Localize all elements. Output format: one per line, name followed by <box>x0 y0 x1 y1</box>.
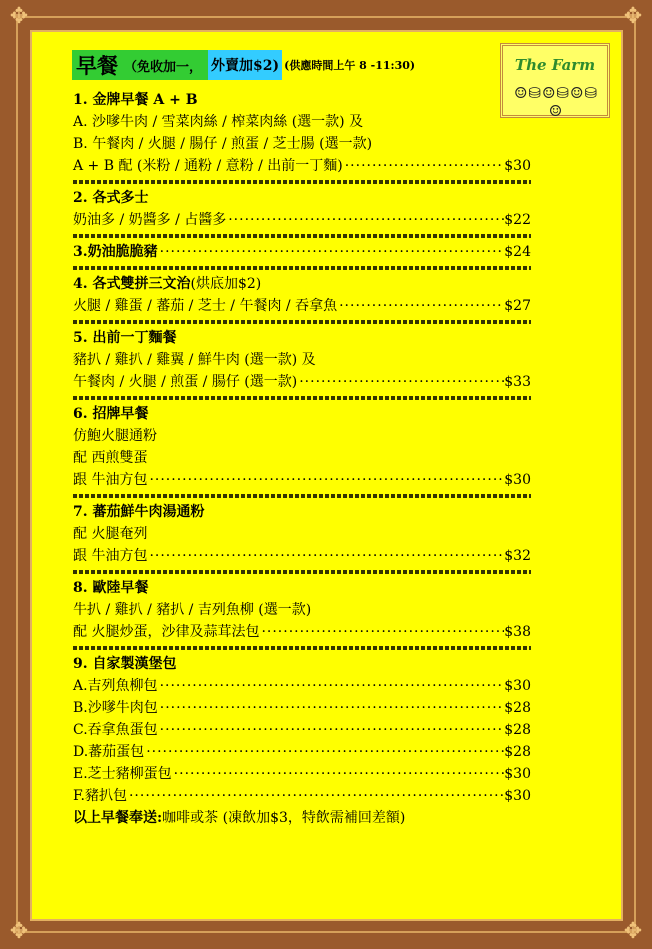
item-text: 豬扒 / 雞扒 / 雞翼 / 鮮牛肉 (選一款) 及 <box>73 352 316 368</box>
section-heading <box>73 501 531 523</box>
divider-line <box>73 396 531 400</box>
item-price: $30 <box>504 158 531 174</box>
menu-item-line <box>73 719 531 741</box>
footer-text: 咖啡或茶 (凍飲加$3，特飲需補回差額) <box>162 810 406 826</box>
divider-line <box>73 180 531 184</box>
title-block <box>72 50 208 80</box>
item-text: 奶油多 / 奶醬多 / 占醬多 <box>73 212 227 228</box>
divider-line <box>73 320 531 324</box>
item-price: $33 <box>504 374 531 390</box>
menu-item-line <box>73 133 531 155</box>
menu-item-line <box>73 295 531 317</box>
dotted-leader <box>147 545 504 567</box>
divider-line <box>73 646 531 650</box>
item-price: $30 <box>504 472 531 488</box>
item-text: A.吉列魚柳包 <box>73 678 158 694</box>
dotted-leader <box>259 621 504 643</box>
item-text: 配 火腿炒蛋，沙律及蒜茸法包 <box>73 624 260 640</box>
menu-item-line <box>73 763 531 785</box>
dotted-leader <box>158 675 505 697</box>
section-divider <box>73 567 531 577</box>
corner-ornament-icon: ✥ <box>623 919 643 944</box>
menu-item-line <box>73 447 531 469</box>
item-text: 午餐肉 / 火腿 / 煎蛋 / 腸仔 (選一款) <box>73 374 298 390</box>
page-title: 早餐 <box>76 53 118 78</box>
item-text: A. 沙嗲牛肉 / 雪菜肉絲 / 榨菜肉絲 (選一款) 及 <box>73 114 364 130</box>
item-note: (烘底加$2) <box>190 276 262 292</box>
item-text: C.吞拿魚蛋包 <box>73 722 158 738</box>
dotted-leader <box>158 697 505 719</box>
footer-note <box>73 807 531 829</box>
menu-item-line <box>73 371 531 393</box>
takeaway-note: 外賣加$2) <box>208 50 282 80</box>
section-heading <box>73 241 531 263</box>
section-title: 1. 金牌早餐 A + B <box>73 92 198 108</box>
item-text: 跟 牛油方包 <box>73 472 148 488</box>
item-text: 火腿 / 雞蛋 / 蕃茄 / 芝士 / 午餐肉 / 吞拿魚 <box>73 298 338 314</box>
section-divider <box>73 231 531 241</box>
item-price: $22 <box>504 212 531 228</box>
corner-ornament-icon: ✥ <box>623 4 643 29</box>
section-heading <box>73 403 531 425</box>
item-text: 牛扒 / 雞扒 / 豬扒 / 吉列魚柳 (選一款) <box>73 602 312 618</box>
section-title: 5. 出前一丁麵餐 <box>73 330 177 346</box>
divider-line <box>73 234 531 238</box>
item-price: $30 <box>504 788 531 804</box>
section-divider <box>73 491 531 501</box>
menu-item-line <box>73 469 531 491</box>
item-price: $32 <box>504 548 531 564</box>
menu-item-line <box>73 349 531 371</box>
section-heading <box>73 89 531 111</box>
dotted-leader <box>158 719 505 741</box>
section-divider <box>73 393 531 403</box>
item-price: $28 <box>504 722 531 738</box>
item-text: D.蕃茄蛋包 <box>73 744 145 760</box>
dotted-leader <box>144 741 504 763</box>
logo-text: The Farm <box>514 56 596 74</box>
corner-ornament-icon: ✥ <box>9 919 29 944</box>
menu-item-line <box>73 155 531 177</box>
footer-label: 以上早餐奉送: <box>73 810 163 826</box>
dotted-leader <box>147 469 504 491</box>
item-text: 跟 牛油方包 <box>73 548 148 564</box>
divider-line <box>73 570 531 574</box>
item-price: $28 <box>504 700 531 716</box>
chef-figures-icon: ☺⛁☺⛁☺⛁☺ <box>513 84 599 120</box>
corner-ornament-icon: ✥ <box>9 4 29 29</box>
section-title: 6. 招牌早餐 <box>73 406 149 422</box>
section-title: 7. 蕃茄鮮牛肉湯通粉 <box>73 504 205 520</box>
section-divider <box>73 263 531 273</box>
dotted-leader <box>226 209 504 231</box>
item-price: $30 <box>504 766 531 782</box>
item-text: B.沙嗲牛肉包 <box>73 700 158 716</box>
menu-header <box>72 50 415 80</box>
menu-item-line <box>73 209 531 231</box>
section-heading <box>73 577 531 599</box>
service-hours: (供應時間上午 8 -11:30) <box>284 59 416 72</box>
dotted-leader <box>172 763 505 785</box>
menu-item-line <box>73 785 531 807</box>
dotted-leader <box>158 241 505 263</box>
item-text: 配 西煎雙蛋 <box>73 450 148 466</box>
section-title: 8. 歐陸早餐 <box>73 580 149 596</box>
section-title: 4. 各式雙拼三文治 <box>73 276 191 292</box>
dotted-leader <box>127 785 504 807</box>
section-divider <box>73 643 531 653</box>
menu-item-line <box>73 523 531 545</box>
item-text: A + B 配 (米粉 / 通粉 / 意粉 / 出前一丁麵) <box>73 158 343 174</box>
menu-item-line <box>73 741 531 763</box>
item-text: F.豬扒包 <box>73 788 127 804</box>
section-divider <box>73 177 531 187</box>
section-heading <box>73 187 531 209</box>
section-title: 9. 自家製漢堡包 <box>73 656 177 672</box>
menu-list <box>73 89 531 829</box>
menu-item-line <box>73 697 531 719</box>
section-heading <box>73 273 531 295</box>
item-price: $38 <box>504 624 531 640</box>
item-price: $30 <box>504 678 531 694</box>
section-title: 3.奶油脆脆豬 <box>73 244 158 260</box>
menu-item-line <box>73 675 531 697</box>
dotted-leader <box>337 295 504 317</box>
service-note: （免收加一， <box>124 59 203 75</box>
item-price: $27 <box>504 298 531 314</box>
section-divider <box>73 317 531 327</box>
divider-line <box>73 266 531 270</box>
item-text: B. 午餐肉 / 火腿 / 腸仔 / 煎蛋 / 芝士腸 (選一款) <box>73 136 373 152</box>
dotted-leader <box>343 155 505 177</box>
item-price: $24 <box>504 244 531 260</box>
item-text: 配 火腿奄列 <box>73 526 148 542</box>
item-text: 仿鮑火腿通粉 <box>73 428 157 444</box>
menu-item-line <box>73 111 531 133</box>
item-price: $28 <box>504 744 531 760</box>
section-heading <box>73 653 531 675</box>
menu-item-line <box>73 599 531 621</box>
dotted-leader <box>297 371 504 393</box>
divider-line <box>73 494 531 498</box>
section-heading <box>73 327 531 349</box>
menu-item-line <box>73 545 531 567</box>
section-title: 2. 各式多士 <box>73 190 149 206</box>
menu-item-line <box>73 425 531 447</box>
menu-item-line <box>73 621 531 643</box>
item-text: E.芝士豬柳蛋包 <box>73 766 172 782</box>
